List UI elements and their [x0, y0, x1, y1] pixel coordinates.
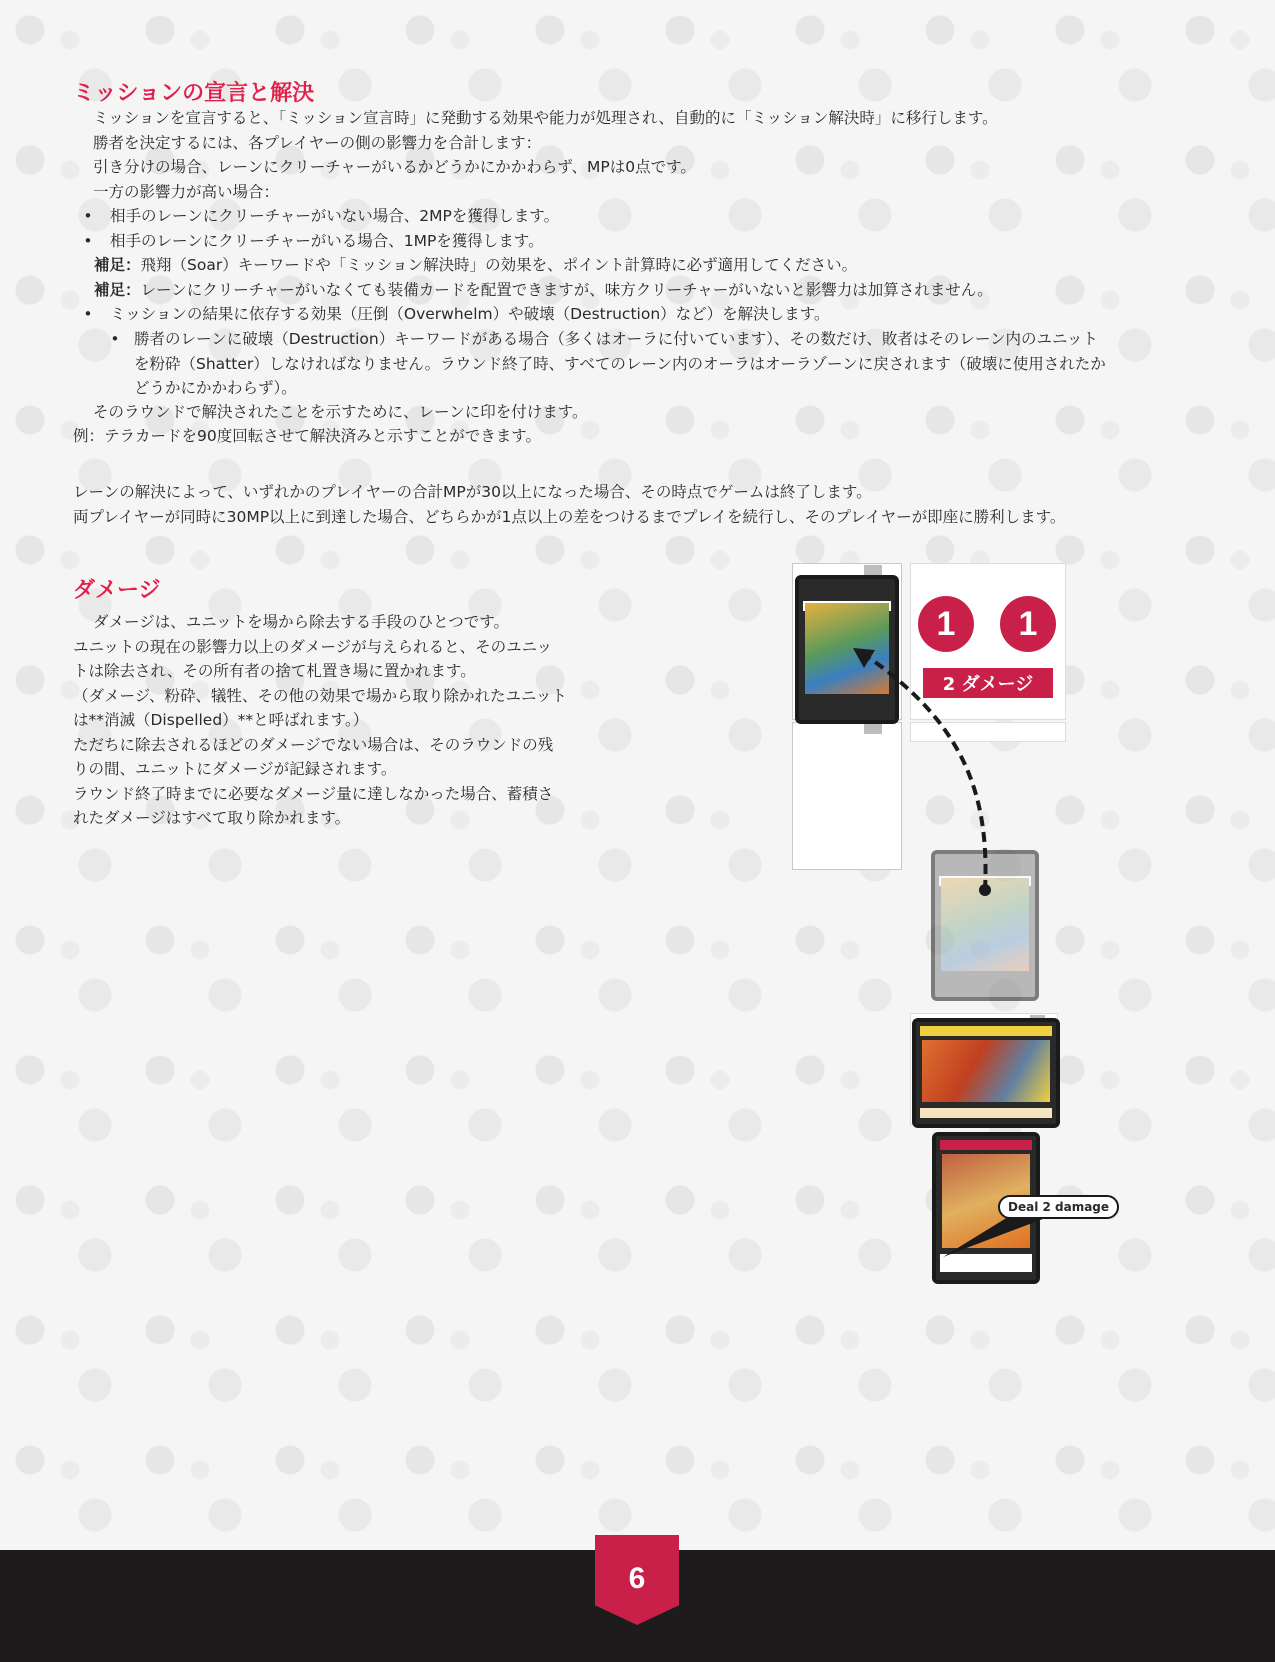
note-line: [94, 253, 857, 278]
sub-bullet-item: [134, 327, 1106, 401]
bullet-item: 相手のレーンにクリーチャーがいない場合、2MPを獲得します。: [110, 207, 560, 225]
note-label: 補足：: [94, 281, 141, 299]
sub-bullet-line: どうかにかかわらず）。: [134, 379, 297, 397]
damage-label: 2 ダメージ: [923, 668, 1053, 698]
damage-line: （ダメージ、粉砕、犠牲、その他の効果で場から取り除かれたユニット: [73, 686, 567, 705]
damage-line: は**消滅（Dispelled）**と呼ばれます。）: [73, 711, 369, 729]
page-number: 6: [628, 1562, 646, 1595]
bullet-item: ミッションの結果に依存する効果（圧倒（Overwhelm）や破壊（Destruction）など）を解決します。: [110, 305, 830, 323]
damage-line: れたダメージはすべて取り除かれます。: [73, 809, 351, 827]
bullet-marker: •: [83, 305, 93, 323]
paragraph: 両プレイヤーが同時に30MP以上に到達した場合、どちらかが1点以上の差をつけるまでプレイを続行し、そのプレイヤーが即座に勝利します。: [73, 508, 1066, 526]
section-title-damage: ダメージ: [73, 578, 161, 603]
paragraph: 引き分けの場合、レーンにクリーチャーがいるかどうかにかかわらず、MPは0点です。: [93, 158, 696, 176]
tera-card-rotated: [912, 1018, 1060, 1128]
card-text-box: [920, 1108, 1052, 1118]
bullet-marker: •: [83, 232, 93, 250]
note-text: 飛翔（Soar）キーワードや「ミッション解決時」の効果を、ポイント計算時に必ず適用してください。: [140, 256, 858, 274]
note-text: レーンにクリーチャーがいなくても装備カードを配置できますが、味方クリーチャーがいないと影響力は加算されません。: [140, 281, 993, 299]
paragraph: 一方の影響力が高い場合：: [93, 182, 280, 201]
bullet-item: 相手のレーンにクリーチャーがいる場合、1MPを獲得します。: [110, 232, 544, 250]
note-line: [94, 278, 993, 303]
damage-line: ユニットの現在の影響力以上のダメージが与えられると、そのユニッ: [73, 637, 552, 656]
card-art: [922, 1040, 1050, 1102]
card-title-bar: [920, 1026, 1052, 1036]
callout-bubble: Deal 2 damage: [998, 1195, 1119, 1219]
damage-counter: 1: [1000, 596, 1056, 652]
note-label: 補足：: [94, 256, 141, 274]
paragraph: ミッションを宣言すると、「ミッション宣言時」に発動する効果や能力が処理され、自動的に「ミッション解決時」に移行します。: [93, 109, 998, 127]
damage-body: [73, 610, 567, 831]
sub-bullet-line: を粉砕（Shatter）しなければなりません。ラウンド終了時、すべてのレーン内のオーラはオーラゾーンに戻されます（破壊に使用されたか: [134, 354, 1106, 373]
damage-line: ただちに除去されるほどのダメージでない場合は、そのラウンドの残: [73, 735, 554, 754]
paragraph: 例：テラカードを90度回転させて解決済みと示すことができます。: [73, 427, 541, 445]
section-title-mission: ミッションの宣言と解決: [73, 81, 315, 106]
damage-line: ラウンド終了時までに必要なダメージ量に達しなかった場合、蓄積さ: [73, 784, 554, 803]
bullet-marker: •: [83, 207, 93, 225]
mission-intro: [93, 106, 998, 204]
paragraph: そのラウンドで解決されたことを示すために、レーンに印を付けます。: [93, 403, 588, 421]
damage-line: ダメージは、ユニットを場から除去する手段のひとつです。: [93, 613, 510, 631]
paragraph: 勝者を決定するには、各プレイヤーの側の影響力を合計します：: [93, 133, 542, 152]
sub-bullet-line: 勝者のレーンに破壊（Destruction）キーワードがある場合（多くはオーラに付いています）、その数だけ、敗者はそのレーン内のユニット: [134, 330, 1098, 348]
card-title-bar: [940, 1140, 1032, 1150]
arrow-icon: [850, 640, 1010, 900]
bullet-marker: •: [110, 330, 120, 348]
slot-tag: [864, 565, 882, 575]
paragraph: レーンの解決によって、いずれかのプレイヤーの合計MPが30以上になった場合、その時点でゲームは終了します。: [73, 483, 872, 501]
damage-line: トは除去され、その所有者の捨て札置き場に置かれます。: [73, 662, 476, 680]
damage-counter: 1: [918, 596, 974, 652]
damage-line: りの間、ユニットにダメージが記録されます。: [73, 760, 397, 778]
